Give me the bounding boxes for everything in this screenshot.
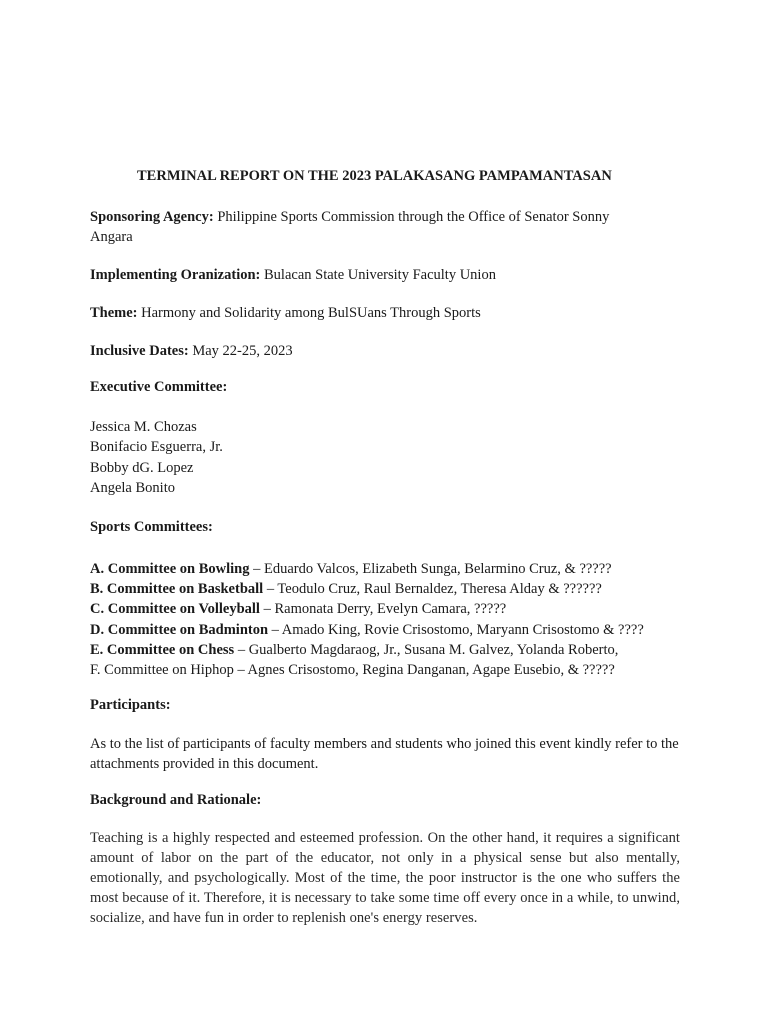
committee-members: – Amado King, Rovie Crisostomo, Maryann Crisostomo & ???? (268, 621, 644, 638)
list-item (90, 559, 644, 579)
sports-committees-heading: Sports Committees: (90, 519, 213, 535)
list-item: Angela Bonito (90, 479, 175, 496)
committee-name: B. Committee on Basketball (90, 581, 264, 598)
list-item (90, 660, 644, 680)
report-title: TERMINAL REPORT ON THE 2023 PALAKASANG PAMPAMANTASAN (137, 168, 612, 184)
inclusive-dates-value: May 22-25, 2023 (192, 343, 293, 359)
background-heading: Background and Rationale: (90, 792, 262, 808)
committee-name: A. Committee on Bowling (90, 561, 250, 577)
committee-members: – Gualberto Magdaraog, Jr., Susana M. Galvez, Yolanda Roberto, (234, 641, 619, 658)
list-item: Bobby dG. Lopez (90, 459, 194, 476)
sponsoring-agency-label: Sponsoring Agency: (90, 209, 214, 225)
theme (90, 303, 650, 323)
committee-name: D. Committee on Badminton (90, 621, 269, 638)
inclusive-dates-label: Inclusive Dates: (90, 343, 189, 359)
theme-value: Harmony and Solidarity among BulSUans Through Sports (141, 305, 481, 321)
committee-members: – Teodulo Cruz, Raul Bernaldez, Theresa Alday & ?????? (263, 581, 602, 598)
participants-heading: Participants: (90, 697, 171, 713)
sponsoring-agency-value: Philippine Sports Commission through the Office of Senator Sonny Angara (90, 209, 610, 245)
committee-members: – Ramonata Derry, Evelyn Camara, ????? (259, 601, 507, 618)
implementing-organization-value: Bulacan State University Faculty Union (264, 267, 496, 283)
committee-name: E. Committee on Chess (90, 641, 235, 658)
list-item (90, 620, 644, 640)
list-item (90, 640, 644, 660)
sponsoring-agency (90, 207, 650, 247)
committee-name: C. Committee on Volleyball (90, 601, 260, 618)
committee-members: – Eduardo Valcos, Elizabeth Sunga, Belarmino Cruz, & ????? (249, 561, 612, 577)
sports-committees-list (90, 559, 644, 680)
implementing-organization-label: Implementing Oranization: (90, 267, 261, 283)
inclusive-dates (90, 341, 650, 361)
list-item: Bonifacio Esguerra, Jr. (90, 439, 223, 456)
background-text: Teaching is a highly respected and esteemed profession. On the other hand, it requires a significant amount of labor on the part of the educator, not only in a physical sense but also mentally, emotionally, and psychologically. Most of the time, the poor instructor is the one who suffers the most because of it. Therefore, it is necessary to take some time off every once in a while, to unwind, socialize, and have fun in order to replenish one's energy reserves. (90, 830, 680, 926)
executive-committee-list (90, 417, 223, 498)
list-item (90, 579, 644, 599)
theme-label: Theme: (90, 305, 138, 321)
implementing-organization (90, 265, 650, 285)
executive-committee-heading: Executive Committee: (90, 379, 228, 395)
participants-text: As to the list of participants of faculty members and students who joined this event kindly refer to the attachments provided in this document. (90, 736, 679, 772)
committee-members: F. Committee on Hiphop – Agnes Crisostomo, Regina Danganan, Agape Eusebio, & ????? (90, 662, 615, 679)
list-item: Jessica M. Chozas (90, 419, 197, 435)
list-item (90, 599, 644, 619)
